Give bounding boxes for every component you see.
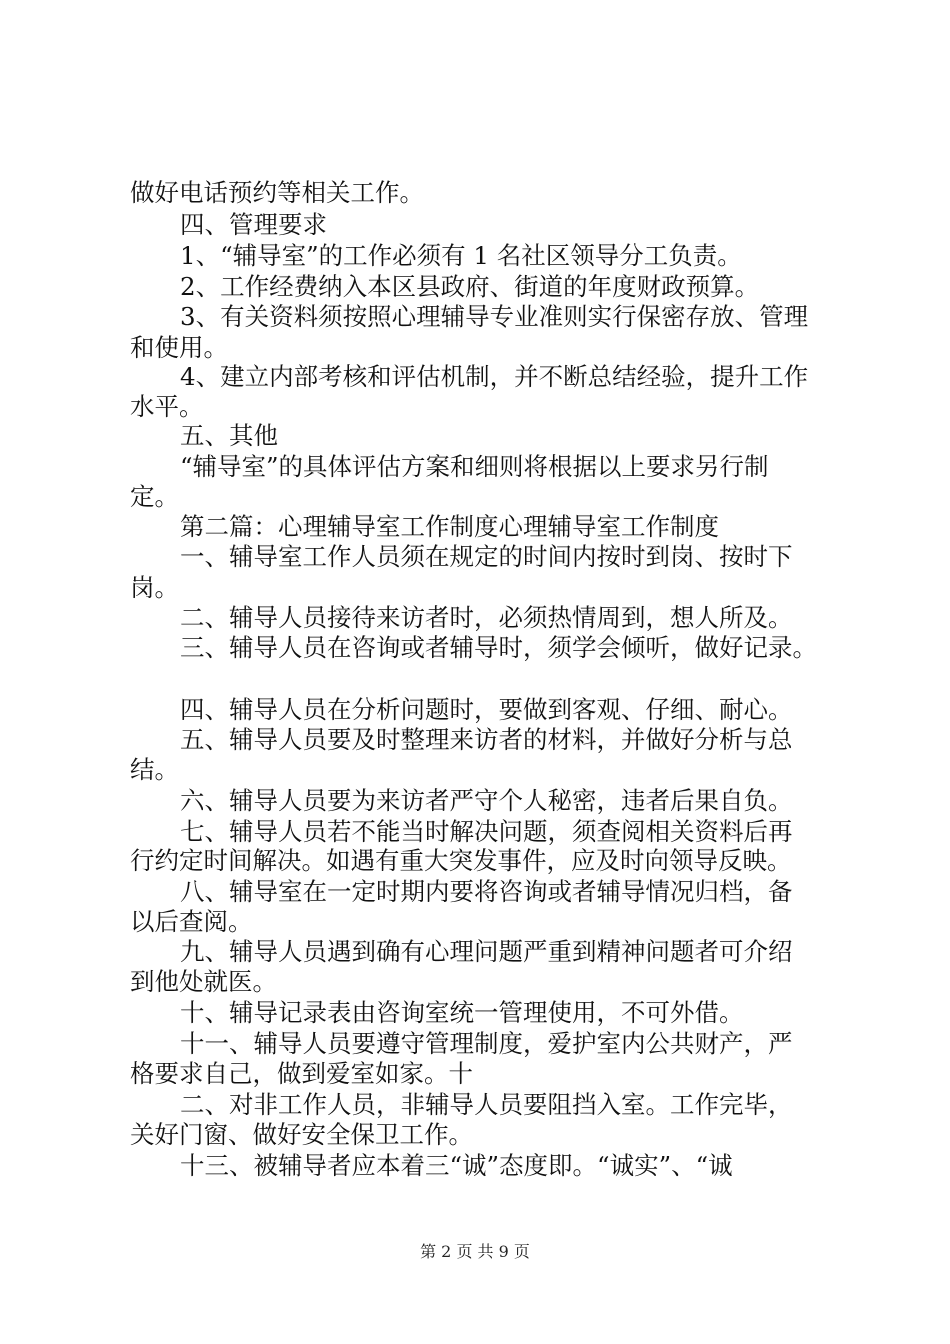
text-line-5: 3、有关资料须按照心理辅导专业准则实行保密存放、管理 (180, 302, 809, 331)
text-line-21: 七、辅导人员若不能当时解决问题，须查阅相关资料后再 (180, 817, 793, 846)
text-line-6: 和使用。 (130, 333, 228, 362)
text-line-13: 一、辅导室工作人员须在规定的时间内按时到岗、按时下 (180, 542, 793, 571)
text-line-16: 三、辅导人员在咨询或者辅导时，须学会倾听，做好记录。 (180, 633, 817, 662)
text-line-11: 定。 (130, 482, 179, 511)
text-line-18: 五、辅导人员要及时整理来访者的材料，并做好分析与总 (180, 725, 793, 754)
text-line-32: 十三、被辅导者应本着三“诚”态度即。“诚实”、“诚 (180, 1151, 733, 1180)
text-line-31: 关好门窗、做好安全保卫工作。 (130, 1120, 473, 1149)
text-line-4: 2、工作经费纳入本区县政府、街道的年度财政预算。 (180, 272, 760, 301)
page-number-footer: 第 2 页 共 9 页 (420, 1242, 530, 1261)
text-line-20: 六、辅导人员要为来访者严守个人秘密，违者后果自负。 (180, 786, 793, 815)
text-line-29: 格要求自己，做到爱室如家。十 (130, 1059, 473, 1088)
text-line-2: 四、管理要求 (180, 210, 327, 239)
text-line-30: 二、对非工作人员，非辅导人员要阻挡入室。工作完毕， (180, 1090, 793, 1119)
text-line-10: “辅导室”的具体评估方案和细则将根据以上要求另行制 (180, 452, 769, 481)
text-line-25: 九、辅导人员遇到确有心理问题严重到精神问题者可介绍 (180, 937, 793, 966)
text-line-9: 五、其他 (180, 421, 278, 450)
text-line-17: 四、辅导人员在分析问题时，要做到客观、仔细、耐心。 (180, 695, 793, 724)
text-line-22: 行约定时间解决。如遇有重大突发事件，应及时向领导反映。 (130, 846, 792, 875)
text-line-8: 水平。 (130, 392, 204, 421)
text-line-15: 二、辅导人员接待来访者时，必须热情周到，想人所及。 (180, 603, 793, 632)
text-line-12: 第二篇：心理辅导室工作制度心理辅导室工作制度 (180, 512, 719, 541)
text-line-1: 做好电话预约等相关工作。 (130, 178, 424, 207)
text-line-23: 八、辅导室在一定时期内要将咨询或者辅导情况归档，备 (180, 877, 793, 906)
text-line-24: 以后查阅。 (130, 907, 253, 936)
text-line-14: 岗。 (130, 573, 179, 602)
text-line-7: 4、建立内部考核和评估机制，并不断总结经验，提升工作 (180, 362, 809, 391)
text-line-19: 结。 (130, 755, 179, 784)
text-line-27: 十、辅导记录表由咨询室统一管理使用，不可外借。 (180, 998, 744, 1027)
text-line-28: 十一、辅导人员要遵守管理制度，爱护室内公共财产，严 (180, 1029, 793, 1058)
text-line-26: 到他处就医。 (130, 967, 277, 996)
text-line-3: 1、“辅导室”的工作必须有 1 名社区领导分工负责。 (180, 241, 742, 270)
